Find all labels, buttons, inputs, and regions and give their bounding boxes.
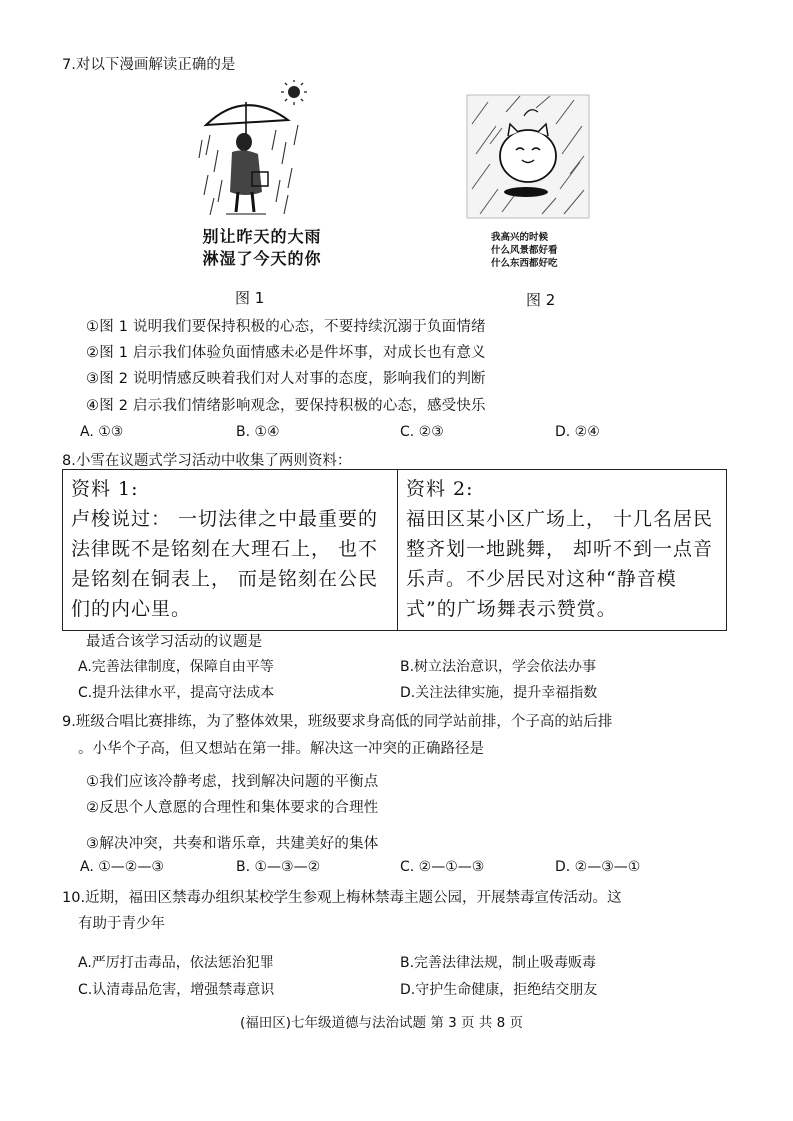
question-10-stem-line-1: 10.近期，福田区禁毒办组织某校学生参观上梅林禁毒主题公园，开展禁毒宣传活动。这 (62, 890, 622, 906)
q8-choice-c[interactable]: C.提升法律水平，提高守法成本 (78, 685, 275, 701)
q9-choice-b[interactable]: B. ①—③—② (236, 859, 321, 875)
q9-statement-2: ②反思个人意愿的合理性和集体要求的合理性 (86, 800, 379, 816)
material-1-body: 卢梭说过： 一切法律之中最重要的法律既不是铭刻在大理石上， 也不是铭刻在铜表上， 而是铭刻在公民们的内心里。 (71, 508, 379, 620)
question-9-stem-line-2: 。小华个子高，但又想站在第一排。解决这一冲突的正确路径是 (78, 741, 484, 757)
figure-1-line-1: 别让昨天的大雨 (202, 227, 322, 246)
q10-choice-b[interactable]: B.完善法律法规，制止吸毒贩毒 (400, 955, 597, 971)
question-9-stem-line-1: 9.班级合唱比赛排练，为了整体效果，班级要求身高低的同学站前排，个子高的站后排 (62, 714, 613, 730)
material-1-cell (63, 470, 398, 631)
figure-1-caption: 图 1 (235, 289, 265, 307)
q7-statement-3: ③图 2 说明情感反映着我们对人对事的态度，影响我们的判断 (86, 371, 486, 387)
question-8-stem: 8.小雪在议题式学习活动中收集了两则资料： (62, 453, 352, 469)
material-2-body: 福田区某小区广场上， 十几名居民整齐划一地跳舞， 却听不到一点音乐声。不少居民对这种“静音模式”的广场舞表示赞赏。 (406, 508, 714, 620)
q7-choice-c[interactable]: C. ②③ (400, 424, 444, 440)
figure-1-line-2: 淋湿了今天的你 (202, 249, 322, 268)
q9-statement-1: ①我们应该冷静考虑，找到解决问题的平衡点 (86, 774, 379, 790)
page-footer: (福田区)七年级道德与法治试题 第 3 页 共 8 页 (240, 1015, 523, 1031)
q7-statement-1: ①图 1 说明我们要保持积极的心态，不要持续沉溺于负面情绪 (86, 319, 486, 335)
question-7-stem: 7.对以下漫画解读正确的是 (62, 57, 236, 73)
figure-1-text (198, 226, 326, 270)
figure-2-cartoon (466, 94, 590, 219)
q10-choice-c[interactable]: C.认清毒品危害，增强禁毒意识 (78, 982, 275, 998)
q7-choice-d[interactable]: D. ②④ (555, 424, 600, 440)
q10-choice-d[interactable]: D.守护生命健康，拒绝结交朋友 (400, 982, 598, 998)
q9-statement-3: ③解决冲突，共奏和谐乐章，共建美好的集体 (86, 836, 379, 852)
q7-choice-b[interactable]: B. ①④ (236, 424, 280, 440)
umbrella-cartoon-icon (196, 80, 321, 220)
question-10-stem-line-2: 有助于青少年 (78, 916, 165, 932)
q8-choice-b[interactable]: B.树立法治意识，学会依法办事 (400, 659, 597, 675)
figure-2-caption: 图 2 (526, 291, 556, 309)
material-2-cell (398, 470, 727, 631)
figure-2-line-1: 我高兴的时候 (491, 232, 549, 243)
q7-statement-4: ④图 2 启示我们情绪影响观念，要保持积极的心态，感受快乐 (86, 398, 486, 414)
q7-statement-2: ②图 1 启示我们体验负面情感未必是件坏事，对成长也有意义 (86, 345, 486, 361)
figure-2-text (491, 231, 558, 270)
q9-choice-c[interactable]: C. ②—①—③ (400, 859, 485, 875)
happy-cat-cartoon-icon (466, 94, 590, 219)
q8-prompt: 最适合该学习活动的议题是 (86, 634, 263, 650)
q9-choice-a[interactable]: A. ①—②—③ (80, 859, 164, 875)
figure-2-line-3: 什么东西都好吃 (491, 258, 558, 269)
figure-1-cartoon (196, 80, 321, 220)
q7-choice-a[interactable]: A. ①③ (80, 424, 124, 440)
q10-choice-a[interactable]: A.严厉打击毒品，依法惩治犯罪 (78, 955, 274, 971)
materials-table (62, 469, 727, 631)
material-2-title: 资料 2: (406, 478, 474, 500)
q8-choice-a[interactable]: A.完善法律制度，保障自由平等 (78, 659, 274, 675)
q9-choice-d[interactable]: D. ②—③—① (555, 859, 641, 875)
q8-choice-d[interactable]: D.关注法律实施，提升幸福指数 (400, 685, 598, 701)
material-1-title: 资料 1: (71, 478, 139, 500)
figure-2-line-2: 什么风景都好看 (491, 245, 558, 256)
